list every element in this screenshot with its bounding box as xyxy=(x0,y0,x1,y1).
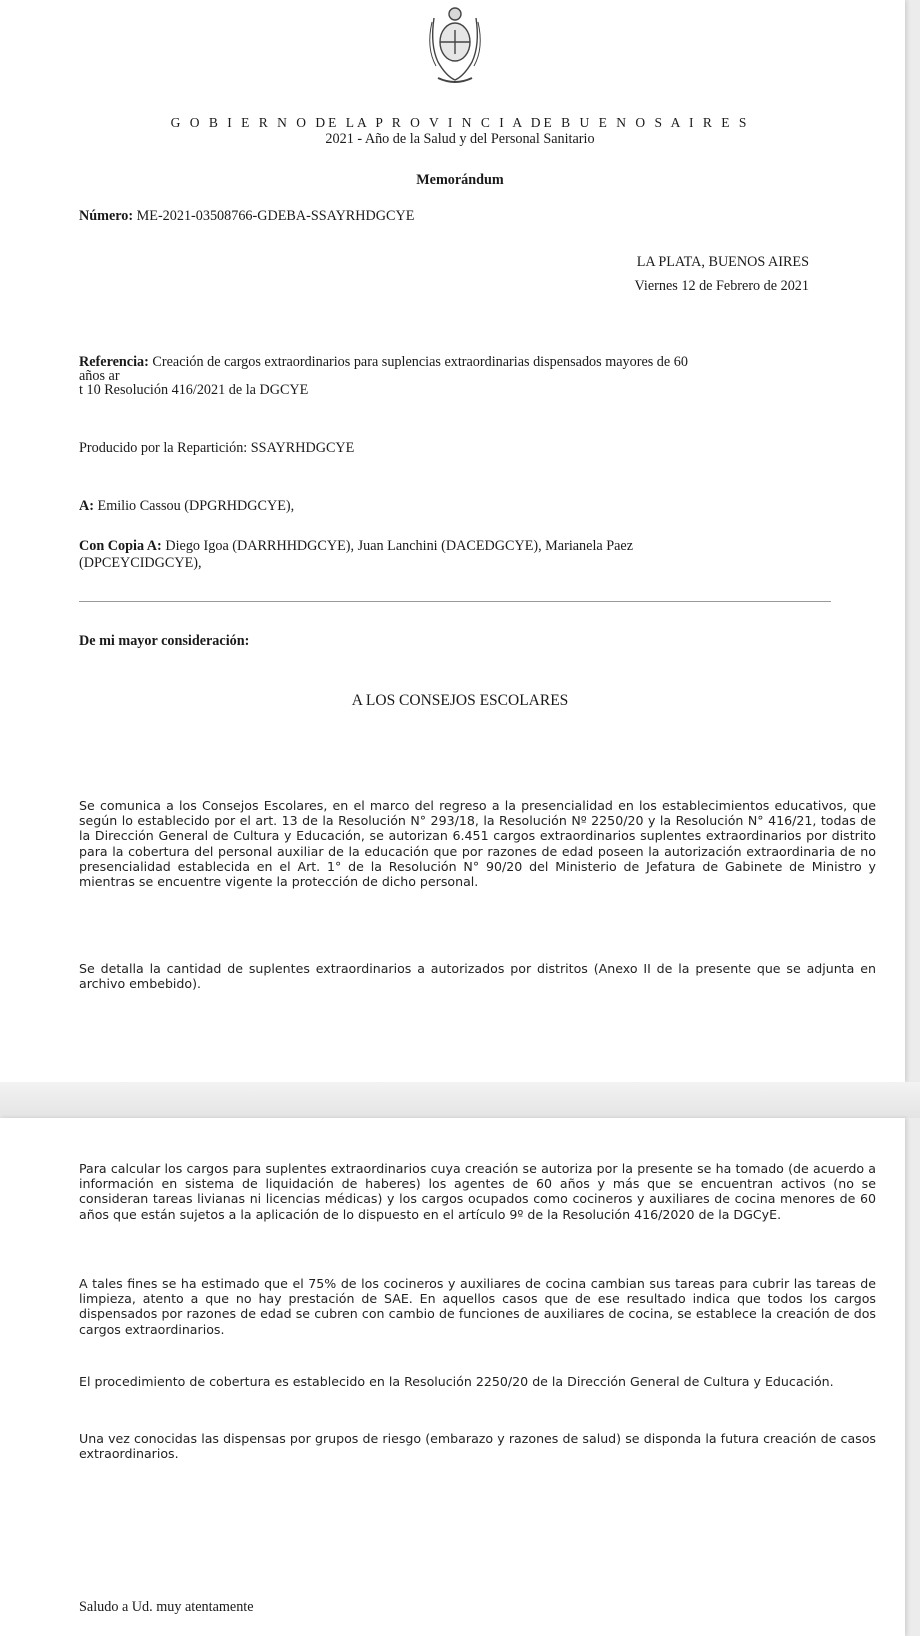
closing: Saludo a Ud. muy atentamente xyxy=(79,1599,254,1615)
reference-label: Referencia: xyxy=(79,354,149,370)
recipient-heading: A LOS CONSEJOS ESCOLARES xyxy=(351,692,569,709)
memo-number xyxy=(79,208,414,225)
to-label: A: xyxy=(79,498,94,514)
number-value: ME-2021-03508766-GDEBA-SSAYRHDGCYE xyxy=(136,208,415,224)
cc-line-2: (DPCEYCIDGCYE), xyxy=(79,555,202,571)
year-motto: 2021 - Año de la Salud y del Personal Sanitario xyxy=(325,131,595,147)
reference-line-2: años ar xyxy=(79,368,120,384)
divider xyxy=(79,601,831,602)
page-gap xyxy=(0,1082,920,1118)
paragraph-5: El procedimiento de cobertura es establecido en la Resolución 2250/20 de la Dirección General de Cultura y Educación. xyxy=(79,1374,834,1389)
place: LA PLATA, BUENOS AIRES xyxy=(636,254,809,270)
place-date-block xyxy=(635,254,809,295)
reference-block xyxy=(79,355,824,397)
paragraph-2: Se detalla la cantidad de suplentes extraordinarios a autorizados por distritos (Anexo II de la presente que se adjunta en archivo embebido). xyxy=(79,961,876,992)
cc-label: Con Copia A: xyxy=(79,538,162,554)
to-value: Emilio Cassou (DPGRHDGCYE), xyxy=(97,498,295,514)
addressee xyxy=(79,498,294,515)
document-page-2 xyxy=(0,1118,905,1636)
paragraph-3: Para calcular los cargos para suplentes extraordinarios cuya creación se autoriza por la presente se ha tomado (de acuerdo a información en sistema de liquidación de haberes) los agentes de 60 años y más que se encuentran activos (no se consideran tareas livianas ni licencias médicas) y los cargos ocupados como cocineros y auxiliares de cocina menores de 60 años que están sujetos a la aplicación de lo dispuesto en el artículo 9º de la Resolución 416/2020 de la DGCyE. xyxy=(79,1161,876,1222)
produced-by: Producido por la Repartición: SSAYRHDGCYE xyxy=(79,440,355,456)
salutation: De mi mayor consideración: xyxy=(79,633,250,649)
document-type-title: Memorándum xyxy=(416,172,504,188)
cc-block xyxy=(79,538,839,572)
date: Viernes 12 de Febrero de 2021 xyxy=(634,278,809,294)
reference-line-3: t 10 Resolución 416/2021 de la DGCYE xyxy=(79,382,309,398)
paragraph-6: Una vez conocidas las dispensas por grupos de riesgo (embarazo y razones de salud) se disponda la futura creación de casos extraordinarios. xyxy=(79,1431,876,1462)
paragraph-4: A tales fines se ha estimado que el 75% de los cocineros y auxiliares de cocina cambian sus tareas para cubrir las tareas de limpieza, atento a que no hay prestación de SAE. En aquellos casos que de ese resultado indica que todos los cargos dispensados por razones de edad se cubren con cambio de funciones de auxiliares de cocina, se establece la creación de dos cargos extraordinarios. xyxy=(79,1276,876,1337)
coat-of-arms-seal-icon xyxy=(424,0,486,86)
cc-line-1: Diego Igoa (DARRHHDGCYE), Juan Lanchini (DACEDGCYE), Marianela Paez xyxy=(165,538,634,554)
paragraph-1: Se comunica a los Consejos Escolares, en el marco del regreso a la presencialidad en los establecimientos educativos, que según lo establecido por el art. 13 de la Resolución N° 293/18, la Resolución Nº 2250/20 y la Resolución N° 416/21, todas de la Dirección General de Cultura y Educación, se autorizan 6.451 cargos extraordinarios suplentes extraordinarios por distrito para la cobertura del personal auxiliar de la educación que por razones de edad poseen la autorización extraordinaria de no presencialidad establecida en el Art. 1° de la Resolución N° 90/20 del Ministerio de Jefatura de Gabinete de Ministro y mientras se encuentre vigente la protección de dicho personal. xyxy=(79,798,876,890)
number-label: Número: xyxy=(79,208,134,224)
government-header: G O B I E R N O DE LA P R O V I N C I A DE B U E N O S A I R E S xyxy=(170,115,750,130)
reference-line-1: Creación de cargos extraordinarios para suplencias extraordinarias dispensados mayores de 60 xyxy=(152,354,688,370)
